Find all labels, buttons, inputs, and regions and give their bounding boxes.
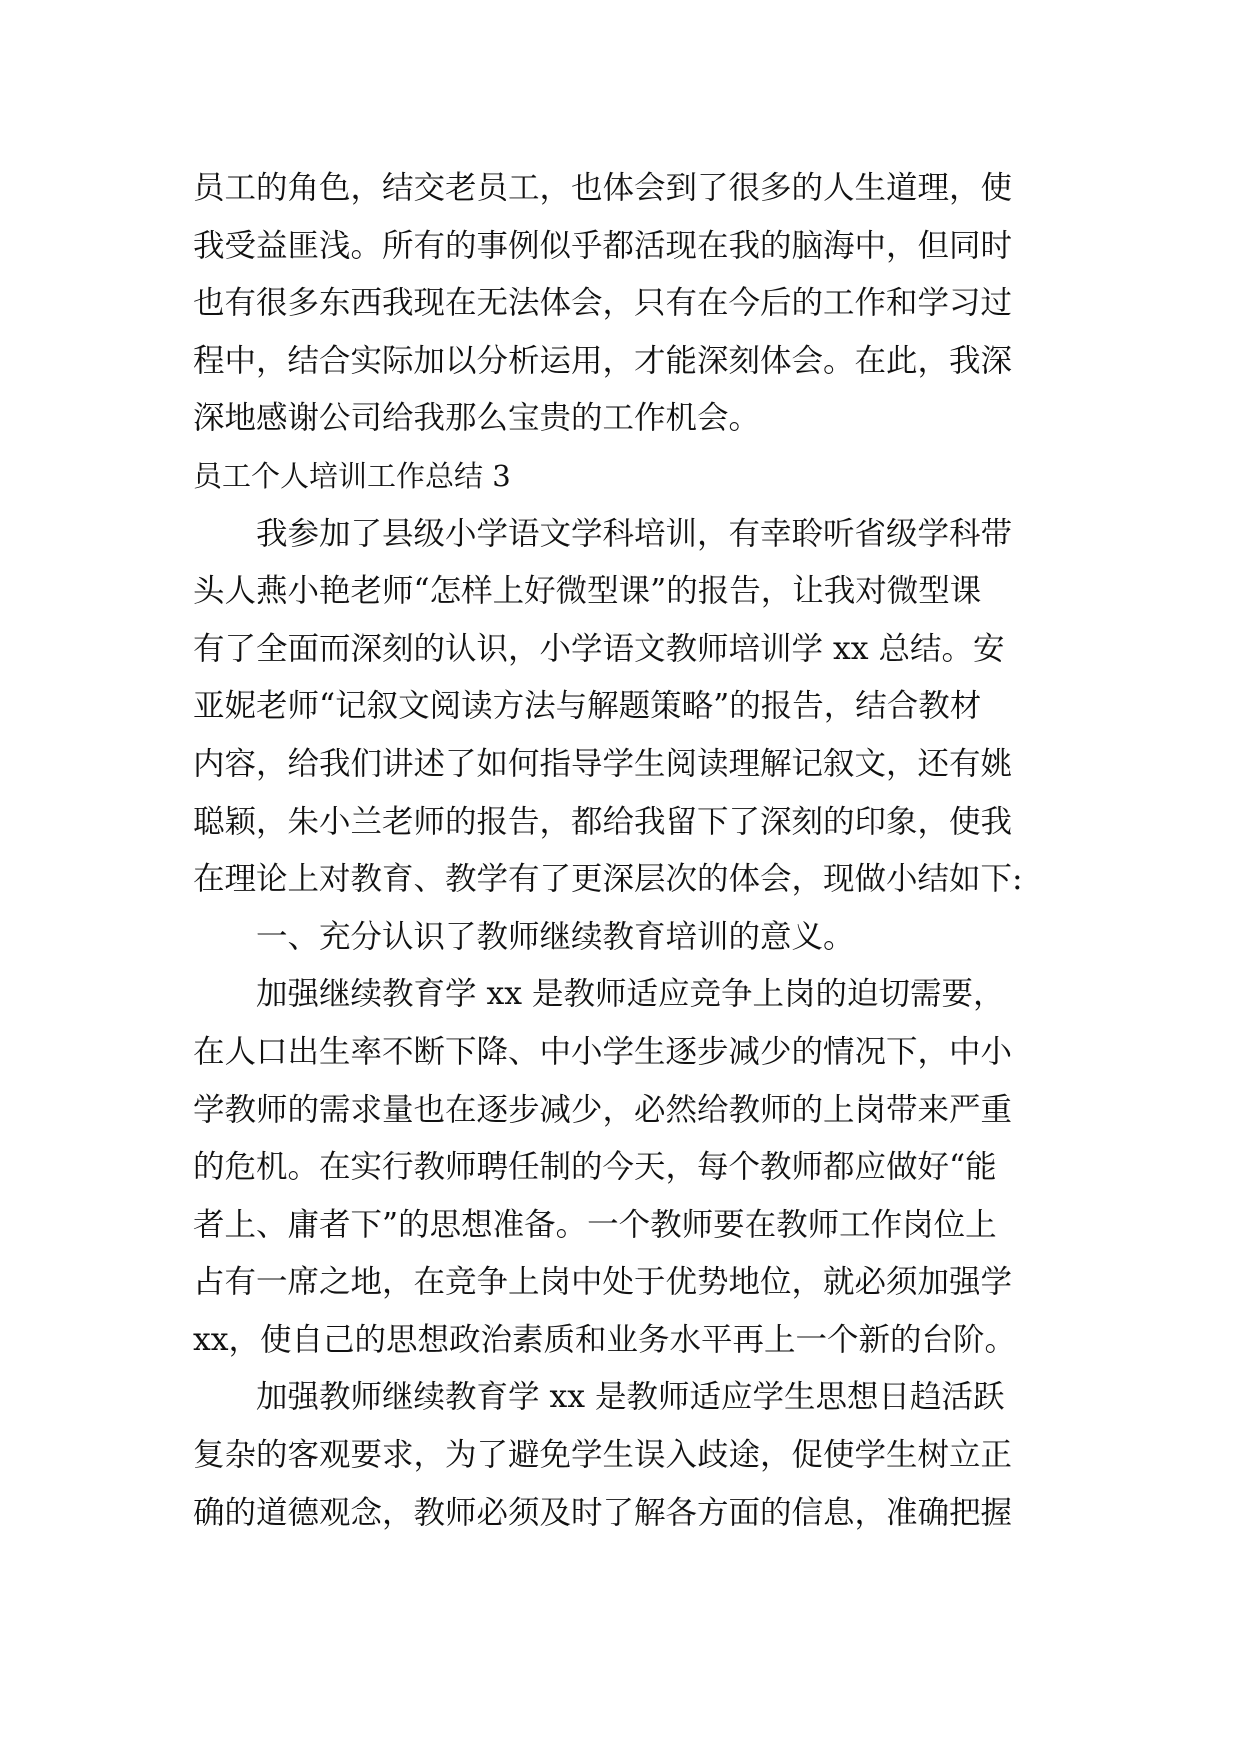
text-line: 学教师的需求量也在逐步减少，必然给教师的上岗带来严重	[193, 1091, 1013, 1128]
text-line: 在人口出生率不断下降、中小学生逐步减少的情况下，中小	[193, 1033, 1013, 1070]
section-heading: 员工个人培训工作总结 3	[193, 458, 511, 493]
text-line: 在理论上对教育、教学有了更深层次的体会，现做小结如下:	[193, 861, 1023, 898]
document-body	[193, 160, 1063, 1542]
text-line: 加强教师继续教育学 xx 是教师适应学生思想日趋活跃	[256, 1379, 1005, 1416]
text-line: 亚妮老师“记叙文阅读方法与解题策略”的报告，结合教材	[193, 688, 982, 725]
text-line: 聪颖，朱小兰老师的报告，都给我留下了深刻的印象，使我	[193, 803, 1013, 840]
text-line: 有了全面而深刻的认识，小学语文教师培训学 xx 总结。安	[193, 630, 1005, 667]
text-line: xx，使自己的思想政治素质和业务水平再上一个新的台阶。	[193, 1321, 1017, 1358]
text-line: 一、充分认识了教师继续教育培训的意义。	[256, 918, 855, 955]
text-line: 复杂的客观要求，为了避免学生误入歧途，促使学生树立正	[193, 1437, 1013, 1474]
text-line: 的危机。在实行教师聘任制的今天，每个教师都应做好“能	[193, 1149, 997, 1186]
text-line: 我参加了县级小学语文学科培训，有幸聆听省级学科带	[256, 515, 1013, 552]
text-line: 也有很多东西我现在无法体会，只有在今后的工作和学习过	[193, 285, 1013, 322]
text-line: 头人燕小艳老师“怎样上好微型课”的报告，让我对微型课	[193, 573, 982, 610]
text-line: 员工的角色，结交老员工，也体会到了很多的人生道理，使	[193, 170, 1013, 206]
text-line: 加强继续教育学 xx 是教师适应竞争上岗的迫切需要，	[256, 976, 1005, 1013]
text-line: 内容，给我们讲述了如何指导学生阅读理解记叙文，还有姚	[193, 745, 1013, 782]
text-line: 者上、庸者下”的思想准备。一个教师要在教师工作岗位上	[193, 1206, 997, 1243]
text-line: 确的道德观念，教师必须及时了解各方面的信息，准确把握	[193, 1494, 1013, 1531]
text-line: 我受益匪浅。所有的事例似乎都活现在我的脑海中，但同时	[193, 227, 1013, 264]
text-line: 深地感谢公司给我那么宝贵的工作机会。	[193, 400, 761, 437]
text-line: 程中，结合实际加以分析运用，才能深刻体会。在此，我深	[193, 342, 1013, 379]
text-line: 占有一席之地，在竞争上岗中处于优势地位，就必须加强学	[193, 1264, 1013, 1301]
